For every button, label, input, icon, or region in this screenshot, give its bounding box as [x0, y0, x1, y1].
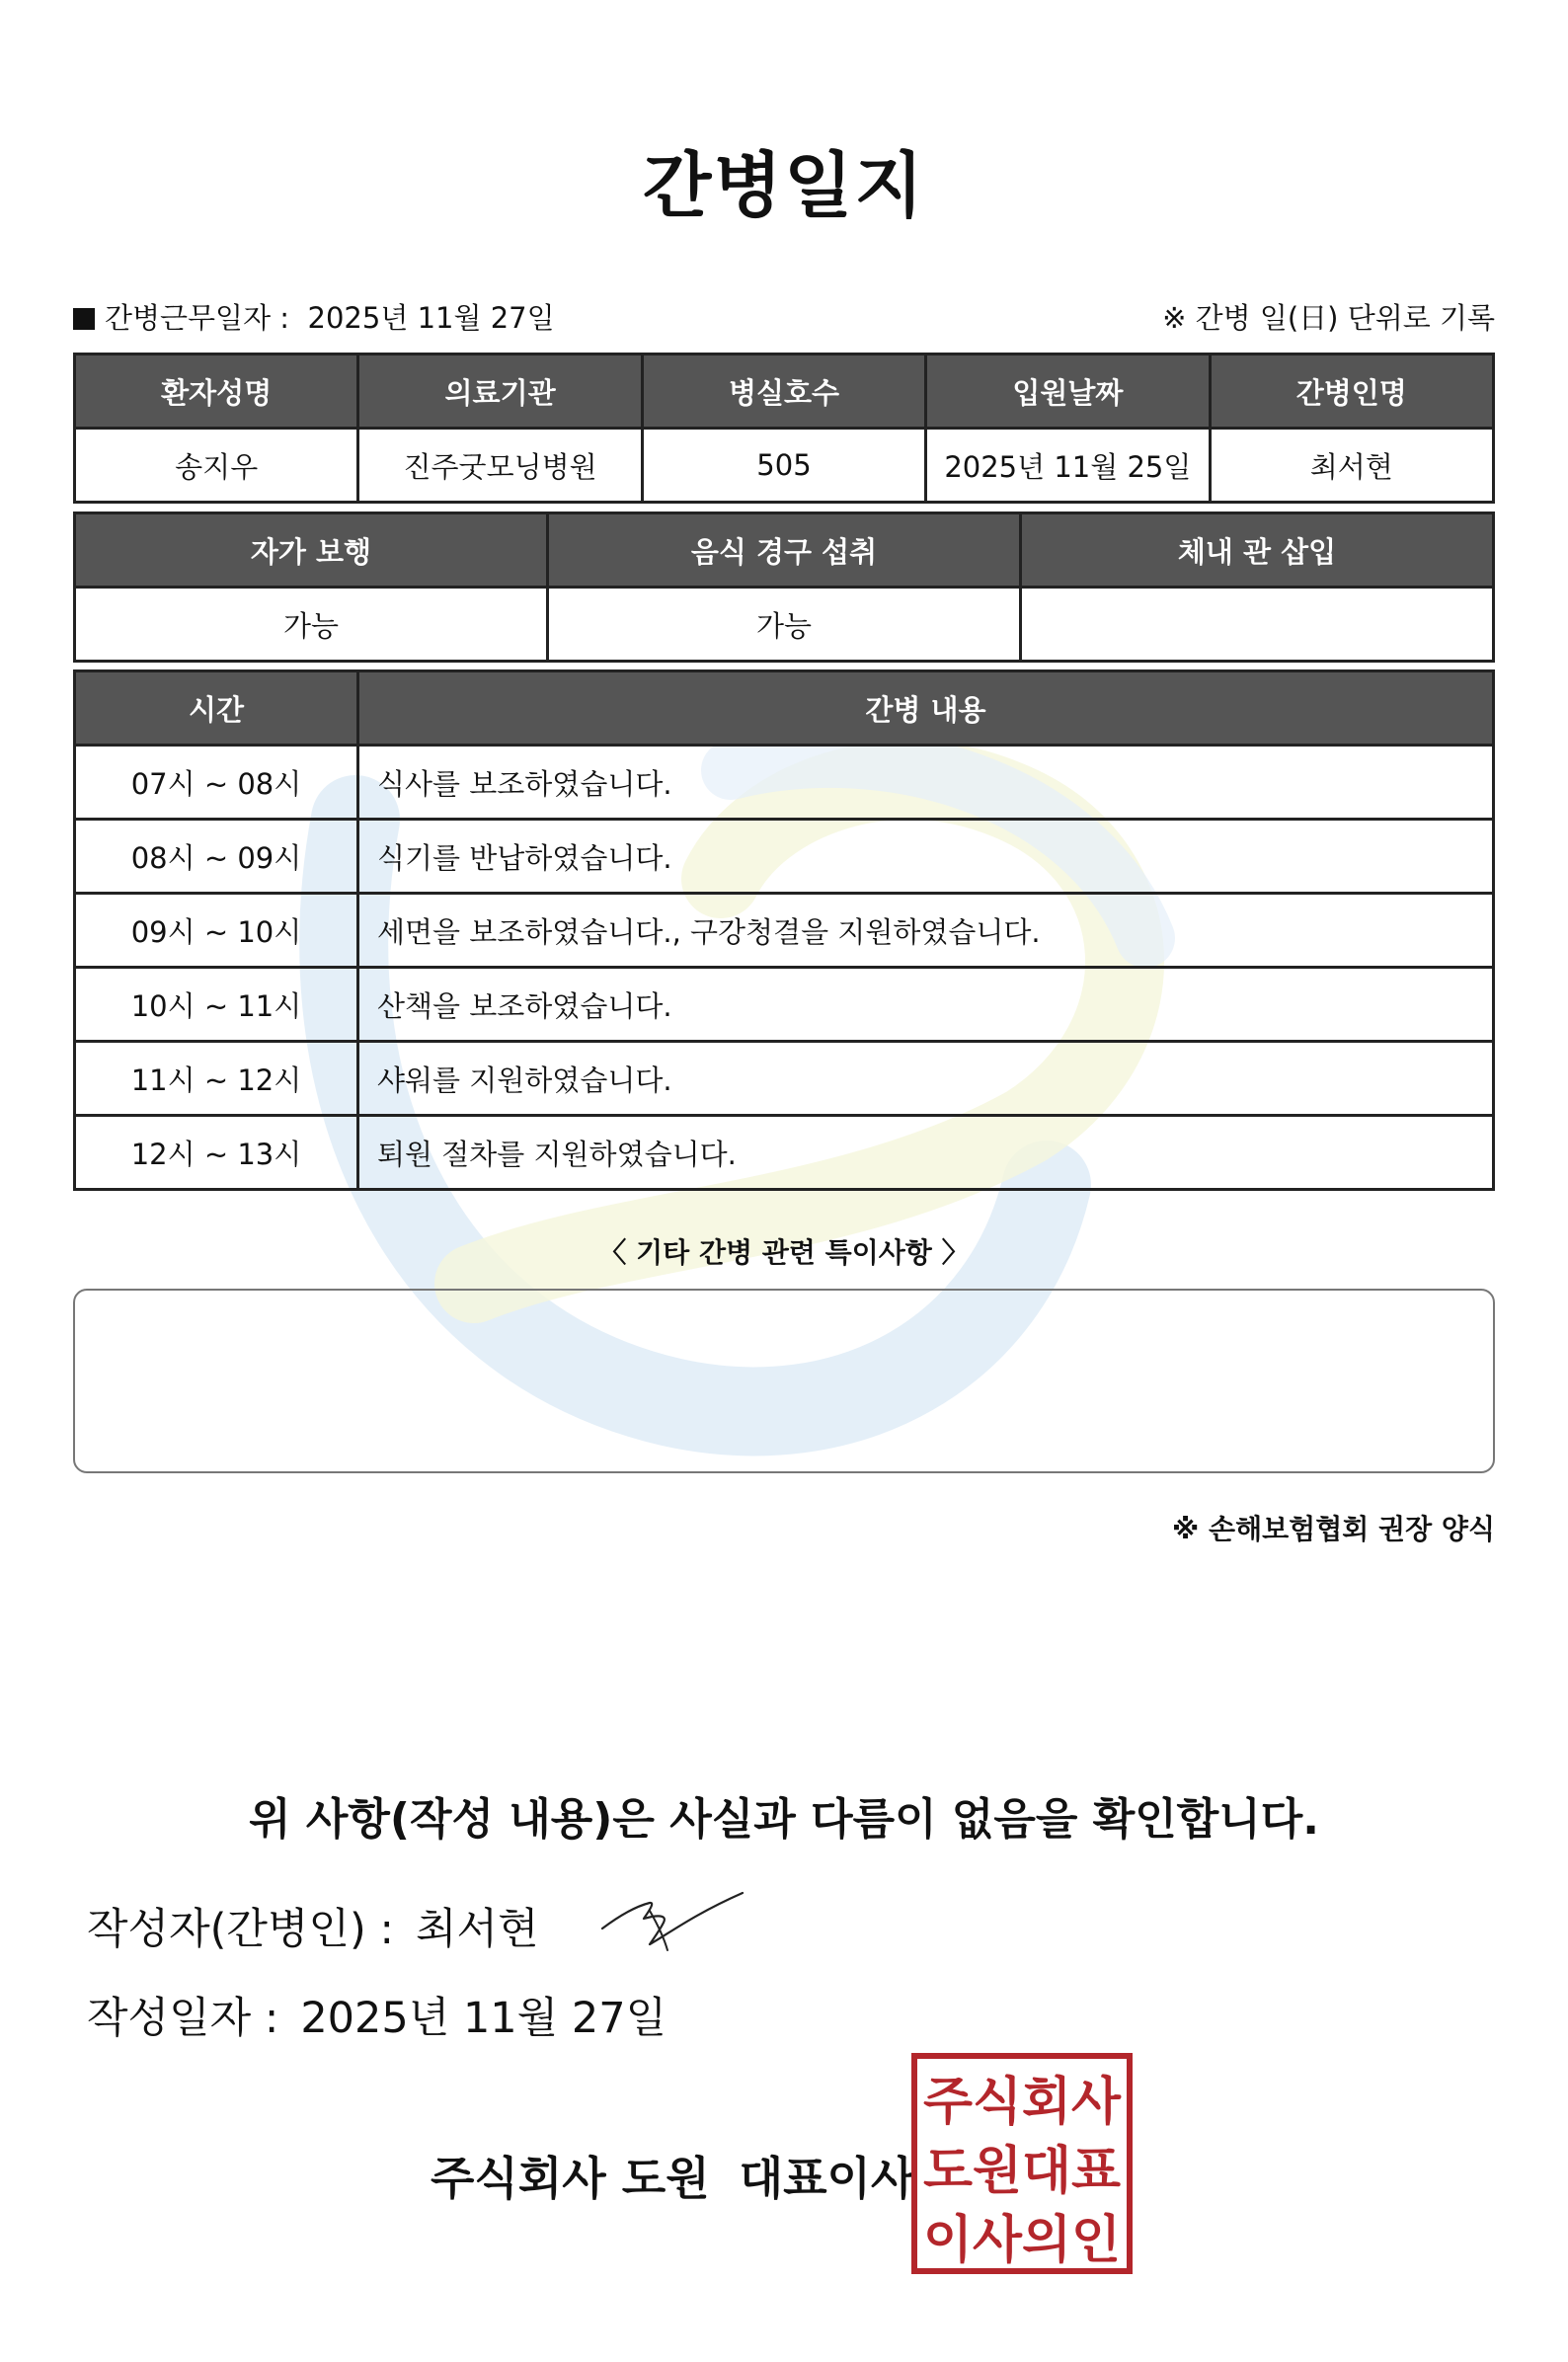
- log-time: 09시 ~ 10시: [75, 894, 358, 968]
- caregiver-name: 최서현: [1210, 429, 1493, 503]
- log-content: 세면을 보조하였습니다., 구강청결을 지원하였습니다.: [358, 894, 1494, 968]
- header-caregiver: 간병인명: [1210, 354, 1493, 429]
- log-time: 07시 ~ 08시: [75, 746, 358, 820]
- walking-value: 가능: [75, 588, 548, 662]
- patient-name: 송지우: [75, 429, 358, 503]
- header-patient-name: 환자성명: [75, 354, 358, 429]
- log-header-row: [75, 671, 1494, 746]
- header-oral-intake: 음식 경구 섭취: [548, 513, 1021, 588]
- room-number: 505: [642, 429, 925, 503]
- table-row: [75, 746, 1494, 820]
- seal-line-3: 이사의인: [923, 2211, 1121, 2270]
- work-date-value: 2025년 11월 27일: [307, 301, 555, 335]
- tube-insertion-value: [1021, 588, 1494, 662]
- work-date-line: 간병근무일자 : 2025년 11월 27일: [73, 296, 555, 337]
- writer-name: 최서현: [415, 1905, 539, 1954]
- company-seal-icon: [910, 2052, 1134, 2275]
- header-admission-date: 입원날짜: [926, 354, 1210, 429]
- writer-label: 작성자(간병인) :: [87, 1905, 394, 1954]
- table-row: [75, 894, 1494, 968]
- write-date-line: [87, 1985, 666, 2045]
- seal-line-1: 주식회사: [923, 2073, 1122, 2132]
- log-content: 샤워를 지원하였습니다.: [358, 1042, 1494, 1116]
- company-name: 주식회사 도원: [431, 2152, 710, 2205]
- header-tube-insertion: 체내 관 삽입: [1021, 513, 1494, 588]
- log-time: 10시 ~ 11시: [75, 968, 358, 1042]
- status-header-row: [75, 513, 1494, 588]
- log-content: 퇴원 절차를 지원하였습니다.: [358, 1116, 1494, 1190]
- header-room: 병실호수: [642, 354, 925, 429]
- record-note: ※ 간병 일(日) 단위로 기록: [1162, 301, 1495, 335]
- work-date-label: 간병근무일자: [105, 301, 272, 335]
- table-row: [75, 968, 1494, 1042]
- header-hospital: 의료기관: [358, 354, 642, 429]
- log-time: 08시 ~ 09시: [75, 820, 358, 894]
- header-time: 시간: [75, 671, 358, 746]
- special-notes-title: 〈 기타 간병 관련 특이사항 〉: [598, 1236, 970, 1269]
- seal-line-2: 도원대표: [923, 2142, 1121, 2201]
- patient-info-table: [73, 353, 1495, 504]
- table-row: [75, 820, 1494, 894]
- table-row: [75, 1116, 1494, 1190]
- status-value-row: [75, 588, 1494, 662]
- table-row: [75, 1042, 1494, 1116]
- company-line: [431, 2143, 914, 2208]
- log-content: 산책을 보조하였습니다.: [358, 968, 1494, 1042]
- confirmation-statement: 위 사항(작성 내용)은 사실과 다름이 없음을 확인합니다.: [249, 1794, 1319, 1845]
- log-content: 식기를 반납하였습니다.: [358, 820, 1494, 894]
- header-care-content: 간병 내용: [358, 671, 1494, 746]
- write-date-label: 작성일자 :: [87, 1994, 279, 2043]
- writer-line: [87, 1896, 539, 1956]
- square-bullet-icon: [73, 308, 95, 330]
- admission-date: 2025년 11월 25일: [926, 429, 1210, 503]
- log-time: 12시 ~ 13시: [75, 1116, 358, 1190]
- signature-icon: [598, 1881, 746, 1960]
- log-content: 식사를 보조하였습니다.: [358, 746, 1494, 820]
- patient-header-row: [75, 354, 1494, 429]
- ceo-title: 대표이사: [739, 2152, 915, 2205]
- oral-intake-value: 가능: [548, 588, 1021, 662]
- hospital-name: 진주굿모닝병원: [358, 429, 642, 503]
- header-walking: 자가 보행: [75, 513, 548, 588]
- patient-value-row: [75, 429, 1494, 503]
- log-time: 11시 ~ 12시: [75, 1042, 358, 1116]
- special-notes-box: [73, 1289, 1495, 1473]
- care-log-table: [73, 669, 1495, 1191]
- patient-status-table: [73, 512, 1495, 663]
- write-date-value: 2025년 11월 27일: [300, 1994, 667, 2043]
- form-note: ※ 손해보험협회 권장 양식: [1172, 1513, 1495, 1545]
- document-title: 간병일지: [642, 144, 926, 227]
